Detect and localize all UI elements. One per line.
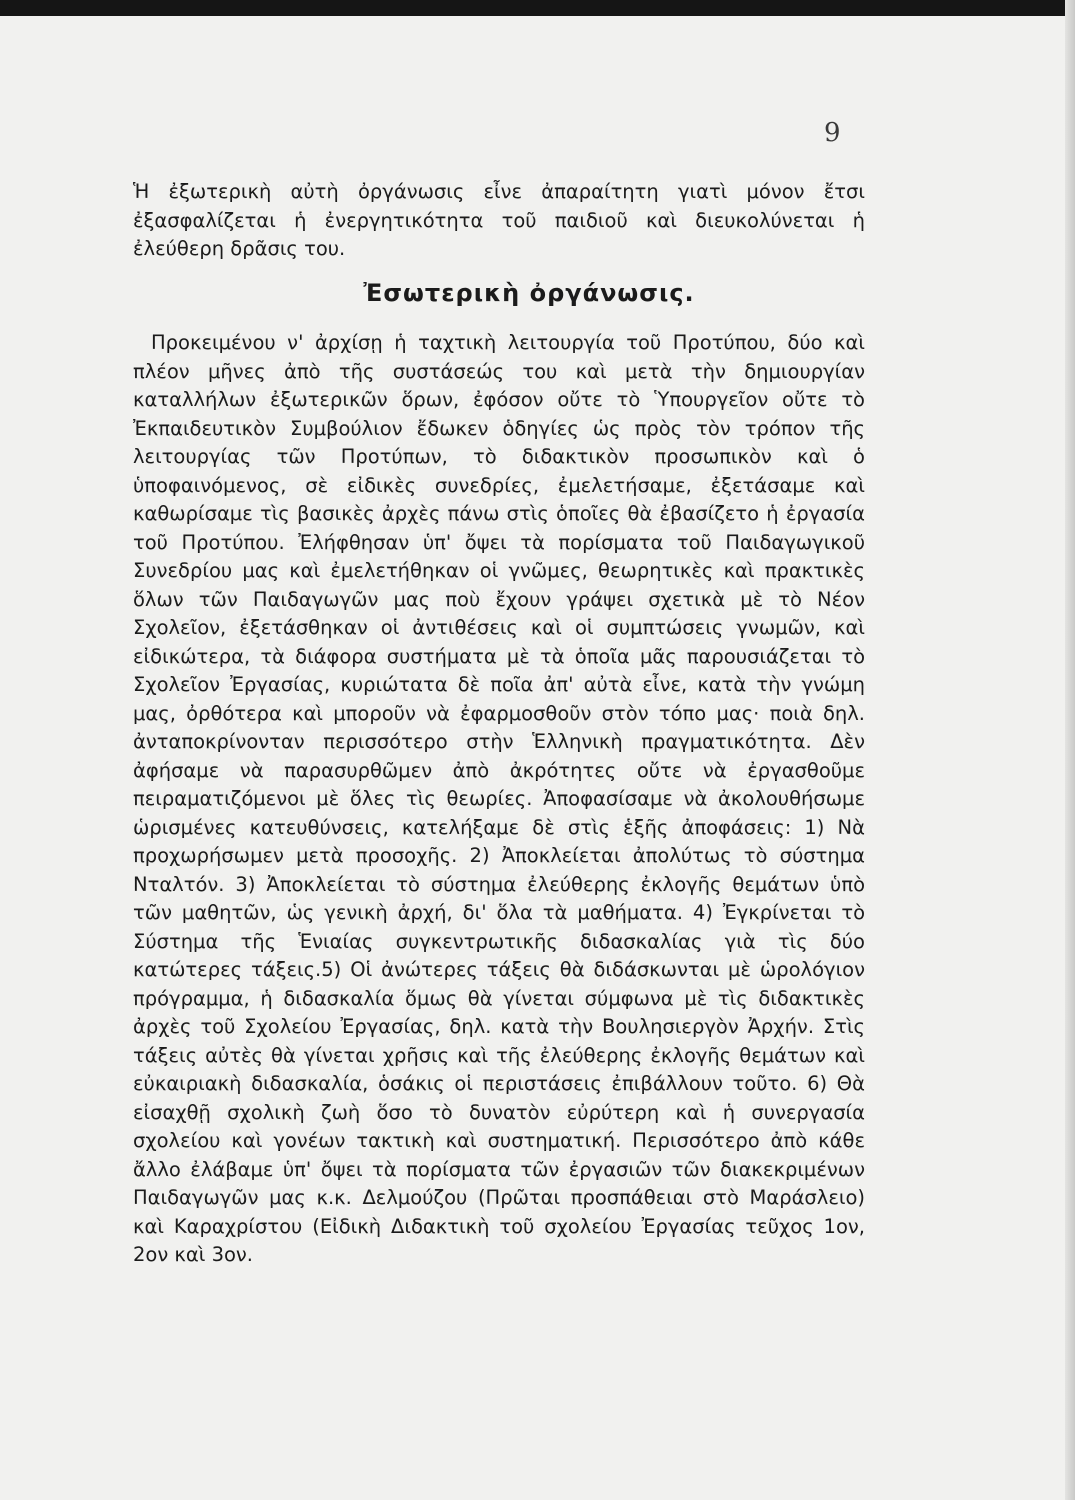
intro-paragraph: Ἡ ἐξωτερικὴ αὐτὴ ὀργάνωσις εἶνε ἀπαραίτητη γιατὶ μόνον ἔτσι ἐξασφαλίζεται ἡ ἐνεργητικότητα τοῦ παιδιοῦ καὶ διευκολύνεται ἡ ἐλεύθερη δρᾶσις του. bbox=[133, 180, 865, 260]
section-heading: Ἐσωτερικὴ ὀργάνωσις. bbox=[363, 279, 695, 307]
body-paragraph: Προκειμένου ν' ἀρχίσῃ ἡ ταχτικὴ λειτουργία τοῦ Προτύπου, δύο καὶ πλέον μῆνες ἀπὸ τῆς συστάσεώς του καὶ μετὰ τὴν δημιουργίαν καταλλήλων ἐξωτερικῶν ὅρων, ἐφόσον οὔτε τὸ Ὑπουργεῖον οὔτε τὸ Ἐκπαιδευτικὸν Συμβούλιον ἔδωκεν ὁδηγίες ὡς πρὸς τὸν τρόπον τῆς λειτουργίας τῶν Προτύπων, τὸ διδακτικὸν προσωπικὸν καὶ ὁ ὑποφαινόμενος, σὲ εἰδικὲς συνεδρίες, ἐμελετήσαμε, ἐξετάσαμε καὶ καθωρίσαμε τὶς βασικὲς ἀρχὲς πάνω στὶς ὁποῖες θὰ ἐβασίζετο ἡ ἐργασία τοῦ Προτύπου. Ἐλήφθησαν ὑπ' ὄψει τὰ πορίσματα τοῦ Παιδαγωγικοῦ Συνεδρίου μας καὶ ἐμελετήθηκαν οἱ γνῶμες, θεωρητικὲς καὶ πρακτικὲς ὅλων τῶν Παιδαγωγῶν μας ποὺ ἔχουν γράψει σχετικὰ μὲ τὸ Νέον Σχολεῖον, ἐξετάσθηκαν οἱ ἀντιθέσεις καὶ οἱ συμπτώσεις γνωμῶν, καὶ εἰδικώτερα, τὰ διάφορα συστήματα μὲ τὰ ὁποῖα μᾶς παρουσιάζεται τὸ Σχολεῖον Ἐργασίας, κυριώτατα δὲ ποῖα ἀπ' αὐτὰ εἶνε, κατὰ τὴν γνώμη μας, ὀρθότερα καὶ μποροῦν νὰ ἐφαρμοσθοῦν στὸν τόπο μας· ποιὰ δηλ. ἀνταποκρίνονταν περισσότερο στὴν Ἑλληνικὴ πραγματικότητα. Δὲν ἀφήσαμε νὰ παρασυρθῶμεν ἀπὸ ἀκρότητες οὔτε νὰ ἐργασθοῦμε πειραματιζόμενοι μὲ ὅλες τὶς θεωρίες. Ἀποφασίσαμε νὰ ἀκολουθήσωμε ὡρισμένες κατευθύνσεις, κατελήξαμε δὲ στὶς ἑξῆς ἀποφάσεις: 1) Νὰ προχωρήσωμεν μετὰ προσοχῆς. 2) Ἀποκλείεται ἀπολύτως τὸ σύστημα Νταλτόν. 3) Ἀποκλείεται τὸ σύστημα ἐλεύθερης ἐκλογῆς θεμάτων ὑπὸ τῶν μαθητῶν, ὡς γενικὴ ἀρχή, δι' ὅλα τὰ μαθήματα. 4) Ἐγκρίνεται τὸ Σύστημα τῆς Ἑνιαίας συγκεντρωτικῆς διδασκαλίας γιὰ τὶς δύο κατώτερες τάξεις.5) Οἱ ἀνώτερες τάξεις θὰ διδάσκωνται μὲ ὡρολόγιον πρόγραμμα, ἡ διδασκαλία ὅμως θὰ γίνεται σύμφωνα μὲ τὶς διδακτικὲς ἀρχὲς τοῦ Σχολείου Ἐργασίας, δηλ. κατὰ τὴν Βουλησιεργὸν Ἀρχήν. Στὶς τάξεις αὐτὲς θὰ γίνεται χρῆσις καὶ τῆς ἐλεύθερης ἐκλογῆς θεμάτων καὶ εὐκαιριακὴ διδασκαλία, ὁσάκις οἱ περιστάσεις ἐπιβάλλουν τοῦτο. 6) Θὰ εἰσαχθῇ σχολικὴ ζωὴ ὅσο τὸ δυνατὸν εὐρύτερη καὶ ἡ συνεργασία σχολείου καὶ γονέων τακτικὴ καὶ συστηματική. Περισσότερο ἀπὸ κάθε ἄλλο ἐλάβαμε ὑπ' ὄψει τὰ πορίσματα τῶν ἐργασιῶν τῶν διακεκριμένων Παιδαγωγῶν μας κ.κ. Δελμούζου (Πρῶται προσπάθειαι στὸ Μαράσλειο) καὶ Καραχρίστου (Εἰδικὴ Διδακτικὴ τοῦ σχολείου Ἐργασίας τεῦχος 1ον, 2ον καὶ 3ον. bbox=[133, 331, 865, 1266]
scan-top-border bbox=[0, 0, 1075, 16]
page-text bbox=[133, 178, 865, 1329]
scan-right-border bbox=[1065, 0, 1075, 1500]
page-number: 9 bbox=[824, 118, 841, 148]
